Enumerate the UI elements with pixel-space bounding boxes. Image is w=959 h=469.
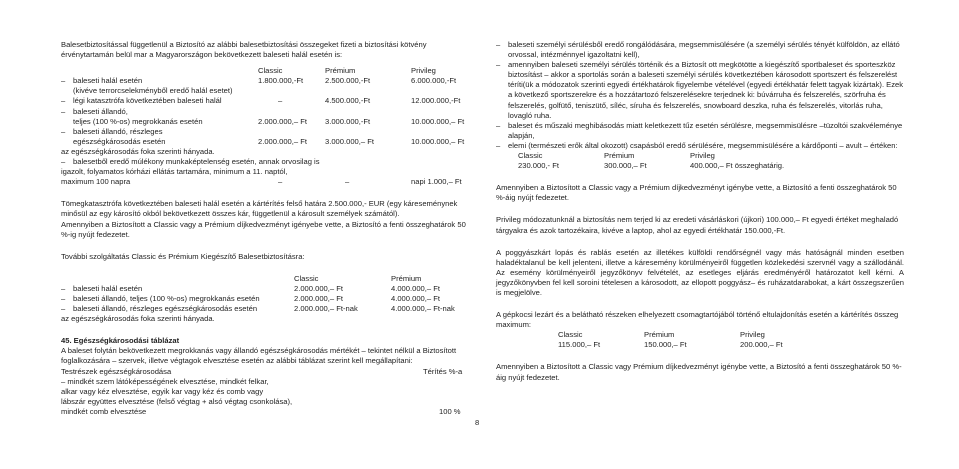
car-value: 115.000,– Ft (558, 340, 601, 350)
page-number: 8 (475, 418, 480, 427)
table1-row-death: – baleseti halál esetén 1.800.000,-Ft 2.500.000,-Ft 6.000.000,-Ft (61, 76, 457, 86)
table1-row-note-text: (kivéve terrorcselekményből eredő halál esetet) (73, 86, 233, 96)
additional-services-paragraph: További szolgáltatás Classic és Prémium Kiegészítő Balesetbiztosításra: (61, 251, 305, 261)
table2-row: – baleseti állandó, teljes (100 %-os) megrokkanás esetén 2.000.000,– Ft 4.000.000,– Ft (61, 293, 440, 303)
damage-table-header (61, 367, 469, 377)
table1-header-row (61, 66, 469, 76)
table1-row-incapacity: – balesetből eredő múlékony munkaképtelenség esetén, annak orvosilag is (61, 157, 320, 167)
limit-value: 230.000,- Ft (518, 161, 559, 171)
table1-row-label: légi katasztrófa következtében baleseti halál (73, 96, 222, 106)
car-theft-paragraph: A gépkocsi lezárt és a belátható részeken elhelyezett csomagtartójából történő eltulajdonítás esetén a kártérítés összeg maximum: (496, 310, 899, 330)
table1-row-label: baleseti állandó, (73, 106, 128, 116)
table1-row-label: balesetből eredő múlékony munkaképtelenség esetén, annak orvosilag is (73, 157, 320, 167)
table1-row-partial: – baleseti állandó, részleges (61, 126, 163, 136)
luggage-theft-paragraph: A poggyászkárt lopás és rablás esetén az illetékes külföldi rendőrségnél vagy más hatóságnál minden esetben haladéktalanul be kell jelenteni, illetve a káresemény körülményeiről független közlekedési szervnél vagy a szállodánál. Az esemény körülményeiről jegyzőkönyv felvételét, az esetleges eljárás eredményéről határozatot kell kérni. A jegyzőkönyvben fel kell soroini tételesen a károsodott, az ellopott poggyász– és ruházatdarabokat, a kárt összegszerűen is megjelölve. (496, 247, 904, 297)
car-header-privileg: Privileg (740, 330, 765, 340)
table1-cell: 1.800.000,-Ft (258, 76, 304, 86)
section-paragraph: A baleset folytán bekövetkezett megrokkanás vagy állandó egészségkárosodás mértékét – tekintet nélkül a Biztosított foglalkozására – szervek, illetve végtagok elvesztése esetén az alábbi táblázat szerint kell megállapítani: (61, 346, 457, 366)
car-header-premium: Prémium (644, 330, 675, 340)
table2-footnote: az egészségkárosodás foka szerinti hányada. (61, 314, 215, 324)
discount-paragraph: Amennyiben a Biztosított a Classic vagy a Prémium díjkedvezményt igényebe vette, a Biztosító a fenti összeghatárok 50 %-ig nyújt fedezetet. (61, 219, 466, 239)
table1-row-label: egészségkárosodás esetén (73, 136, 166, 146)
table2-row-label: baleseti állandó, teljes (100 %-os) megrokkanás esetén (73, 293, 260, 303)
table2-header-row (61, 274, 469, 284)
table1-row-label: maximum 100 napra (61, 177, 131, 187)
table1-row-label: baleseti halál esetén (73, 76, 143, 86)
table2-cell: 4.000.000,– Ft (391, 283, 440, 293)
table2-row: – baleseti állandó, részleges egészségkárosodás esetén 2.000.000,– Ft-nak 4.000.000,– Ft-nak (61, 304, 455, 314)
damage-table-line: – mindkét szem látóképességének elvesztése, mindkét felkar, (61, 376, 269, 386)
table1-cell: 10.000.000,– Ft (411, 116, 465, 126)
list-item: – amennyiben baleseti személyi sérülés történik és a Biztosít ott megkötötte a kiegészítő sportbaleset és sporteszköz biztosítást – akkor a sportolás során a baleseti személyi sérülés következtében károsodott sportszert és felszerelést téríti(ük a módozatok szerinti egyedi értékhatárok figyelembe vételével (egyedi értékhatár felett tagyak kizártak). Ezek a következő sportszerekre és a hozzátartozó felszerelésekre terjednek ki: búvárruha és felszerelés, szörfruha és felszerelés, golfütő, teniszütő, síléc, síruha és felszerelés, snowboard deszka, ruha és felszerelés, vitorlás ruha, lovagló ruha. (496, 60, 904, 121)
car-value: 150.000,– Ft (644, 340, 687, 350)
table1-cell: 2.500.000,-Ft (325, 76, 371, 86)
section-title: 45. Egészségkárosodási táblázat (61, 336, 180, 346)
table2-header-classic: Classic (294, 273, 319, 283)
limit-table-header (496, 151, 904, 161)
table1-cell: 6.000.000,-Ft (411, 76, 457, 86)
list-item: – baleset és műszaki meghibásodás miatt keletkezett tűz esetén sérülésre, megsemmisülésre –tüzoltói szakvéleménye alapján, (496, 121, 904, 141)
table1-row-total: – baleseti állandó, (61, 106, 128, 116)
table2-cell: 2.000.000,– Ft (294, 293, 343, 303)
car-table-values (496, 340, 904, 350)
table2-cell: 2.000.000,– Ft (294, 283, 343, 293)
table2-cell: 4.000.000,– Ft-nak (391, 304, 455, 314)
table1-header-classic: Classic (258, 66, 283, 76)
table2-header-premium: Prémium (391, 273, 422, 283)
car-header-classic: Classic (558, 330, 583, 340)
damage-table-header-label: Testrészek egészségkárosodása (61, 366, 172, 376)
table1-cell: 4.500.000,-Ft (325, 96, 371, 106)
table1-row-label: igazolt, folyamatos kórházi ellátás tartamára, minimum a 11. naptól, (61, 167, 288, 177)
table1-cell: – (345, 177, 350, 187)
right-column (496, 40, 904, 383)
limit-header-privileg: Privileg (690, 151, 715, 161)
table2-row: – baleseti halál esetén 2.000.000,– Ft 4.000.000,– Ft (61, 283, 440, 293)
damage-table-header-percent: Térítés %-a (423, 366, 463, 376)
table2-cell: 4.000.000,– Ft (391, 293, 440, 303)
table1-footnote: az egészségkárosodás foka szerinti hányada. (61, 146, 215, 156)
table1-header-premium: Prémium (325, 66, 356, 76)
table1-cell: 10.000.000,– Ft (411, 136, 465, 146)
table1-row-note (61, 86, 469, 96)
table2-cell: 2.000.000,– Ft-nak (294, 304, 358, 314)
left-column (61, 40, 469, 417)
list-item: – elemi (természeti erők által okozott) csapásból eredő sérülésére, megsemmisülésére a kárdőponti – avult – értéken: (496, 141, 904, 151)
table1-cell: 2.000.000,– Ft (258, 116, 307, 126)
table1-cell: 3.000.000,– Ft (325, 136, 374, 146)
table1-cell: 2.000.000,– Ft (258, 136, 307, 146)
final-discount-paragraph: Amennyiben a Biztosított a Classic vagy Prémium díjkedvezményt igénybe vette, a Biztosító a fenti összeghatárok 50 %-áig nyújt fedezetet. (496, 362, 902, 382)
limit-header-classic: Classic (518, 151, 543, 161)
damage-table-line: mindkét comb elvesztése 100 % (61, 406, 461, 416)
table1-cell: 12.000.000,-Ft (411, 96, 461, 106)
list-item: – baleseti személyi sérülésből eredő rongálódására, megsemmisülésére (a személyi sérülés tényét külföldön, az ellátó orvossal, intézménnyel igazoltatni kell), (496, 40, 904, 60)
table1-row-air: – légi katasztrófa következtében baleseti halál – 4.500.000,-Ft 12.000.000,-Ft (61, 96, 461, 106)
intro-paragraph: Balesetbiztosítással függetlenül a Biztosító az alábbi balesetbiztosítási összegeket fizeti a biztosítási kötvény érvénytartamán belül mar a Magyarországon bekövetkezett baleseti halál esetén is: (61, 40, 427, 60)
damage-table-line: lábszár együttes elvesztése (felső végtag + alsó végtag csonkolása), (61, 396, 293, 406)
limit-value: 400.000,– Ft összeghatárig. (690, 161, 785, 171)
limit-header-premium: Prémium (604, 151, 635, 161)
table1-row-label: teljes (100 %-os) megrokkanás esetén (73, 116, 203, 126)
car-value: 200.000,– Ft (740, 340, 783, 350)
discount-paragraph: Amennyiben a Biztosított a Classic vagy a Prémium díjkedvezményt igénybe vette, a Biztosító a fenti összeghatárok 50 %-áig nyújt fedezetet. (496, 183, 897, 203)
privileg-paragraph: Privileg módozatunknál a biztosítás nem terjed ki az eredeti vásárláskori (újkori) 100.000,– Ft egyedi értéket meghaladó tárgyakra és azok tartozékaira, kivéve a laptop, ahol az egyedi értékhatár 150.000,-Ft. (496, 215, 899, 235)
table1-cell: napi 1.000,– Ft (411, 177, 462, 187)
damage-table-line: alkar vagy kéz elvesztése, egyik kar vagy kéz és comb vagy (61, 386, 264, 396)
coverage-list (496, 40, 904, 151)
car-table-header (496, 330, 904, 340)
table1-header-privileg: Privileg (411, 66, 436, 76)
table1-row-label: baleseti állandó, részleges (73, 126, 163, 136)
table1-cell: – (278, 177, 283, 187)
table2-row-label: baleseti állandó, részleges egészségkárosodás esetén (73, 304, 258, 314)
damage-table-percent: 100 % (439, 406, 461, 416)
limit-value: 300.000,– Ft (604, 161, 647, 171)
table2-row-label: baleseti halál esetén (73, 283, 143, 293)
table1-cell: 3.000.000,-Ft (325, 116, 371, 126)
table1-cell: – (278, 96, 283, 106)
catastrophe-paragraph: Tömegkatasztrófa következtében baleseti halál esetén a kártérítés felső határa 2.500.000,- EUR (egy káreseménynek minősül az egy károsító okból bekövetkezett összes kár, függetlenül a károsult személyek számától). (61, 199, 458, 219)
limit-table-values (496, 161, 904, 171)
